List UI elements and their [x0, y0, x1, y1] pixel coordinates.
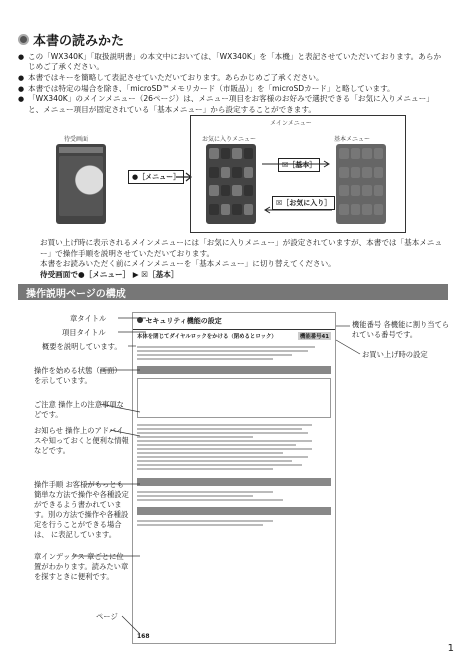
sample-section-band [137, 507, 331, 515]
basic-menu-screen [336, 144, 386, 224]
label-summary: 概要を説明しています。 [42, 342, 122, 351]
note-text-1: お買い上げ時に表示されるメインメニューには「お気に入りメニュー」が設定されていますが、本書では「基本メニュー」で操作手順を説明させていただいております。 [40, 238, 443, 258]
note-instruction: 待受画面で●［メニュー］ ▶ ☒［基本］ [40, 270, 179, 279]
structure-heading: 操作説明ページの構成 [18, 284, 448, 300]
menu-icon [351, 148, 361, 159]
menu-icon [374, 204, 384, 215]
arrow-right-icon [262, 160, 332, 168]
menu-icon [244, 148, 254, 159]
menu-icon [351, 204, 361, 215]
menu-icon [374, 148, 384, 159]
label-chapter-index: 章インデックス 章ごとに位置がわかります。読みたい章を探すときに便利です。 [34, 552, 129, 581]
bullet-circle-icon [18, 34, 29, 45]
sample-section-band [137, 478, 331, 486]
label-page: ページ [96, 612, 118, 621]
standby-screen [56, 144, 106, 224]
arrow-left-icon [262, 206, 332, 214]
bullet-item: ● 本書ではキーを簡略して表記させていただいております。あらかじめご了承ください。 [18, 73, 443, 83]
menu-icon [221, 167, 231, 178]
label-function-number: 機能番号 各機能に割り当てられている番号です。 [352, 320, 450, 339]
status-bar [59, 147, 103, 153]
menu-icon [209, 185, 219, 196]
bullet-item: ● この「WX340K」「取扱説明書」の本文中においては、「WX340K」を「本機」と表記させていただいております。あらかじめご了承ください。 [18, 52, 443, 72]
sample-table [137, 378, 331, 418]
menu-icon [374, 167, 384, 178]
section-title: 本書の読みかた [18, 30, 124, 49]
sample-page-number: 168 [137, 633, 150, 640]
favorite-menu-label: お気に入りメニュー [202, 136, 257, 143]
menu-icon [339, 204, 349, 215]
favorite-key-tag: ☒［お気に入り］ [272, 196, 335, 210]
menu-icon [362, 167, 372, 178]
menu-key-tag: ●［メニュー］ [128, 170, 184, 184]
label-default-setting: お買い上げ時の設定 [362, 350, 428, 359]
menu-icon [339, 148, 349, 159]
function-badge: 機能番号41 [299, 334, 329, 340]
sample-body [133, 342, 335, 530]
menu-icon [232, 148, 242, 159]
menu-icon [232, 204, 242, 215]
wallpaper [59, 156, 103, 216]
chapter-marker-icon [137, 317, 143, 323]
basic-key-tag: ☒［基本］ [278, 158, 320, 172]
menu-icon [339, 167, 349, 178]
label-item-title: 項目タイトル [62, 328, 106, 337]
menu-icon [232, 185, 242, 196]
menu-icon [374, 185, 384, 196]
menu-icon [362, 204, 372, 215]
menu-icon [209, 167, 219, 178]
menu-icon [351, 185, 361, 196]
menu-icon [351, 167, 361, 178]
label-procedure: 操作手順 お客様がもっとも簡単な方法で操作や各種設定ができるよう書かれています。別の方法で操作や各種設定を行うことができる場合は、 に表記しています。 [34, 480, 129, 539]
intro-bullets [18, 52, 443, 115]
favorite-menu-screen [206, 144, 256, 224]
menu-icon [232, 167, 242, 178]
label-caution: ご注意 操作上の注意事項などです。 [34, 400, 124, 419]
sample-chapter-title: セキュリティ機能の設定 [133, 313, 335, 330]
label-info: お知らせ 操作上のアドバイスや知っておくと便利な情報などです。 [34, 426, 129, 455]
menu-icon [244, 185, 254, 196]
menu-icon [362, 148, 372, 159]
note-text-2: 本書をお読みいただく前にメインメニューを「基本メニュー」に切り替えてください。 [40, 259, 336, 268]
standby-label: 待受画面 [64, 136, 89, 143]
menu-icon [209, 148, 219, 159]
menu-icon [244, 167, 254, 178]
basic-menu-label: 基本メニュー [334, 136, 371, 143]
menu-icon [244, 204, 254, 215]
menu-icon [209, 204, 219, 215]
label-state: 操作を始める状態（画面）を示しています。 [34, 366, 122, 385]
menu-icon [221, 148, 231, 159]
main-menu-label: メインメニュー [270, 120, 312, 127]
label-chapter-title: 章タイトル [70, 314, 107, 323]
bullet-item: ● 「WX340K」のメインメニュー（26ページ）は、メニュー項目をお客様のお好みで選択できる「お気に入りメニュー」と、メニュー項目が固定されている「基本メニュー」から設定することができます。 [18, 94, 443, 114]
menu-icon [221, 185, 231, 196]
sample-section-band [137, 366, 331, 374]
menu-icon [362, 185, 372, 196]
bullet-item: ● 本書では特定の場合を除き、「microSD™メモリカード（市販品）」を「microSDカード」と略しています。 [18, 84, 443, 94]
menu-icon [339, 185, 349, 196]
menu-icon [221, 204, 231, 215]
page-number: 1 [447, 643, 454, 654]
sample-page [132, 312, 336, 644]
sample-item-title: 本体を閉じてダイヤルロックをかける（閉めるとロック） 機能番号41 [137, 334, 329, 340]
